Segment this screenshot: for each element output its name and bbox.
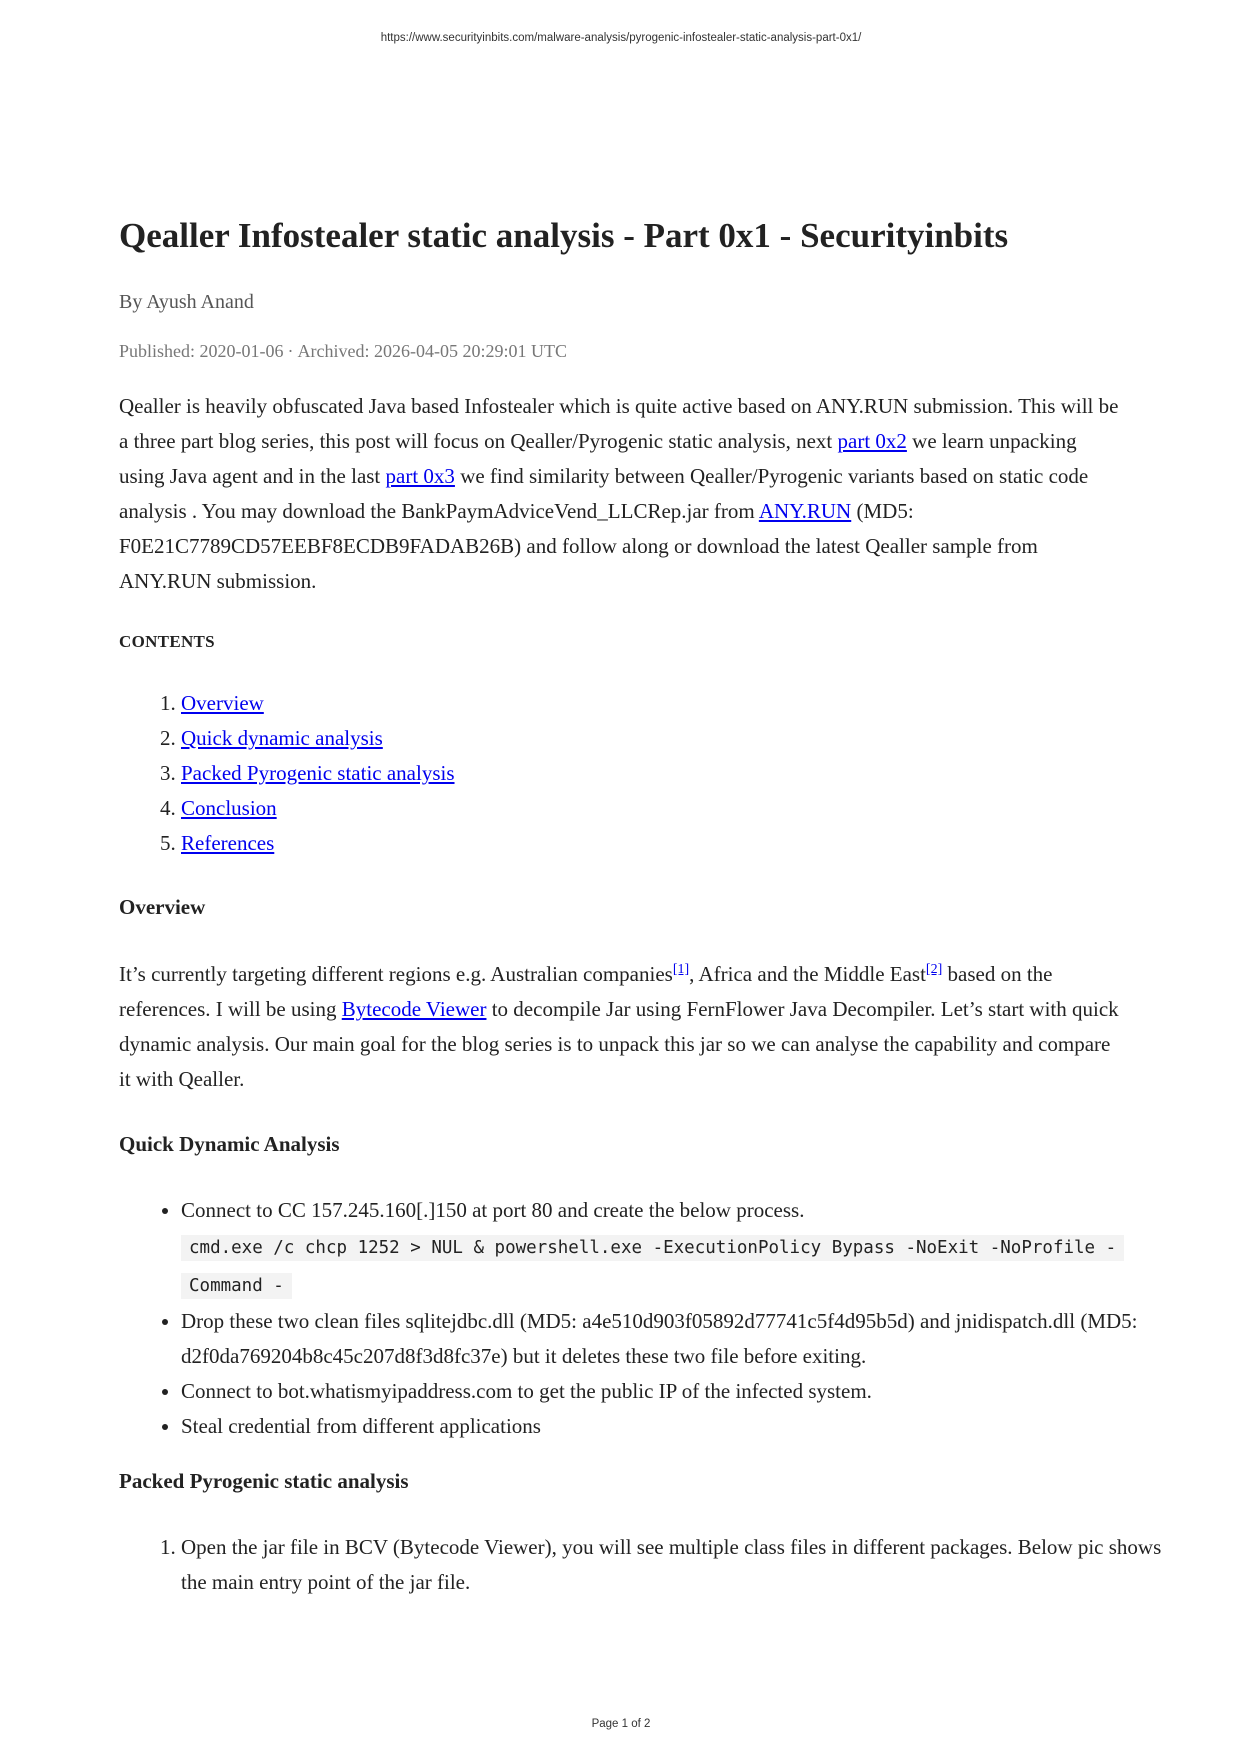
article-title: Qealler Infostealer static analysis - Part 0x1 - Securityinbits (119, 216, 1009, 255)
anyrun-link[interactable]: ANY.RUN (758, 499, 852, 523)
byline: By Ayush Anand (119, 291, 254, 313)
overview-text-4: to decompile Jar using FernFlower Java Decompiler. Let’s start with quick dynamic analysis. Our main goal for the blog series is to unpack this jar so we can analyse the capability and compare it with Qealler. (119, 997, 1119, 1091)
contents-label: CONTENTS (119, 632, 215, 651)
page-number: Page 1 of 2 (591, 1718, 651, 1730)
toc-item (181, 721, 1186, 756)
packed-analysis-heading: Packed Pyrogenic static analysis (119, 1469, 409, 1493)
table-of-contents (119, 686, 1186, 861)
list-item-text: Connect to CC 157.245.160[.]150 at port 80 and create the below process. (181, 1198, 805, 1222)
toc-link-conclusion[interactable]: Conclusion (181, 796, 277, 820)
archived-date: Archived: 2026-04-05 20:29:01 UTC (297, 341, 567, 361)
intro-text-1: Qealler is heavily obfuscated Java based Infostealer which is quite active based on ANY.RUN submission. This will be a three part blog series, this post will focus on Qealler/Pyrogenic static analysis, next (119, 394, 1119, 453)
publish-meta (119, 339, 567, 363)
code-block (181, 1228, 1186, 1304)
page-url: https://www.securityinbits.com/malware-analysis/pyrogenic-infostealer-static-analysis-part-0x1/ (380, 32, 862, 44)
intro-text-4: (MD5: F0E21C7789CD57EEBF8ECDB9FADAB26B) and follow along or download the latest Qealler sample from ANY.RUN submission. (119, 499, 1038, 593)
overview-heading: Overview (119, 895, 206, 919)
list-item: • Steal credential from different applications (181, 1409, 1186, 1444)
reference-2-link[interactable]: [2] (925, 962, 943, 977)
reference-1-link[interactable]: [1] (672, 962, 690, 977)
overview-text-2: , Africa and the Middle East (689, 962, 926, 986)
toc-item (181, 826, 1186, 861)
part-0x3-link[interactable]: part 0x3 (385, 464, 455, 488)
powershell-command: cmd.exe /c chcp 1252 > NUL & powershell.exe -ExecutionPolicy Bypass -NoExit -NoProfile -Command - (181, 1235, 1124, 1299)
list-item: • Drop these two clean files sqlitejdbc.dll (MD5: a4e510d903f05892d77741c5f4d95b5d) and jnidispatch.dll (MD5: d2f0da769204b8c45c207d8f3d8fc37e) but it deletes these two file before exiting. (181, 1304, 1186, 1374)
intro-paragraph (119, 389, 1124, 599)
list-item: 1. Open the jar file in BCV (Bytecode Viewer), you will see multiple class files in different packages. Below pic shows the main entry point of the jar file. (181, 1530, 1186, 1600)
part-0x2-link[interactable]: part 0x2 (837, 429, 907, 453)
quick-dynamic-heading: Quick Dynamic Analysis (119, 1132, 340, 1156)
toc-link-references[interactable]: References (181, 831, 275, 855)
overview-text-3: based on the references. I will be using (119, 962, 1053, 1021)
published-date: Published: 2020-01-06 (119, 341, 284, 361)
intro-text-3: we find similarity between Qealler/Pyrogenic variants based on static code analysis . You may download the BankPaymAdviceVend_LLCRep.jar from (119, 464, 1089, 523)
overview-text-1: It’s currently targeting different regions e.g. Australian companies (119, 962, 673, 986)
toc-link-packed-static-analysis[interactable]: Packed Pyrogenic static analysis (181, 761, 455, 785)
meta-separator: · (287, 341, 294, 361)
toc-link-quick-dynamic-analysis[interactable]: Quick dynamic analysis (181, 726, 383, 750)
bytecode-viewer-link[interactable]: Bytecode Viewer (341, 997, 487, 1021)
toc-item (181, 686, 1186, 721)
intro-text-2: we learn unpacking using Java agent and in the last (119, 429, 1077, 488)
list-item: • Connect to bot.whatismyipaddress.com to get the public IP of the infected system. (181, 1374, 1186, 1409)
quick-dynamic-list (119, 1193, 1186, 1444)
toc-item (181, 756, 1186, 791)
overview-paragraph (119, 957, 1124, 1097)
toc-item (181, 791, 1186, 826)
list-item (181, 1193, 1186, 1304)
packed-analysis-list (119, 1530, 1186, 1600)
toc-link-overview[interactable]: Overview (181, 691, 264, 715)
